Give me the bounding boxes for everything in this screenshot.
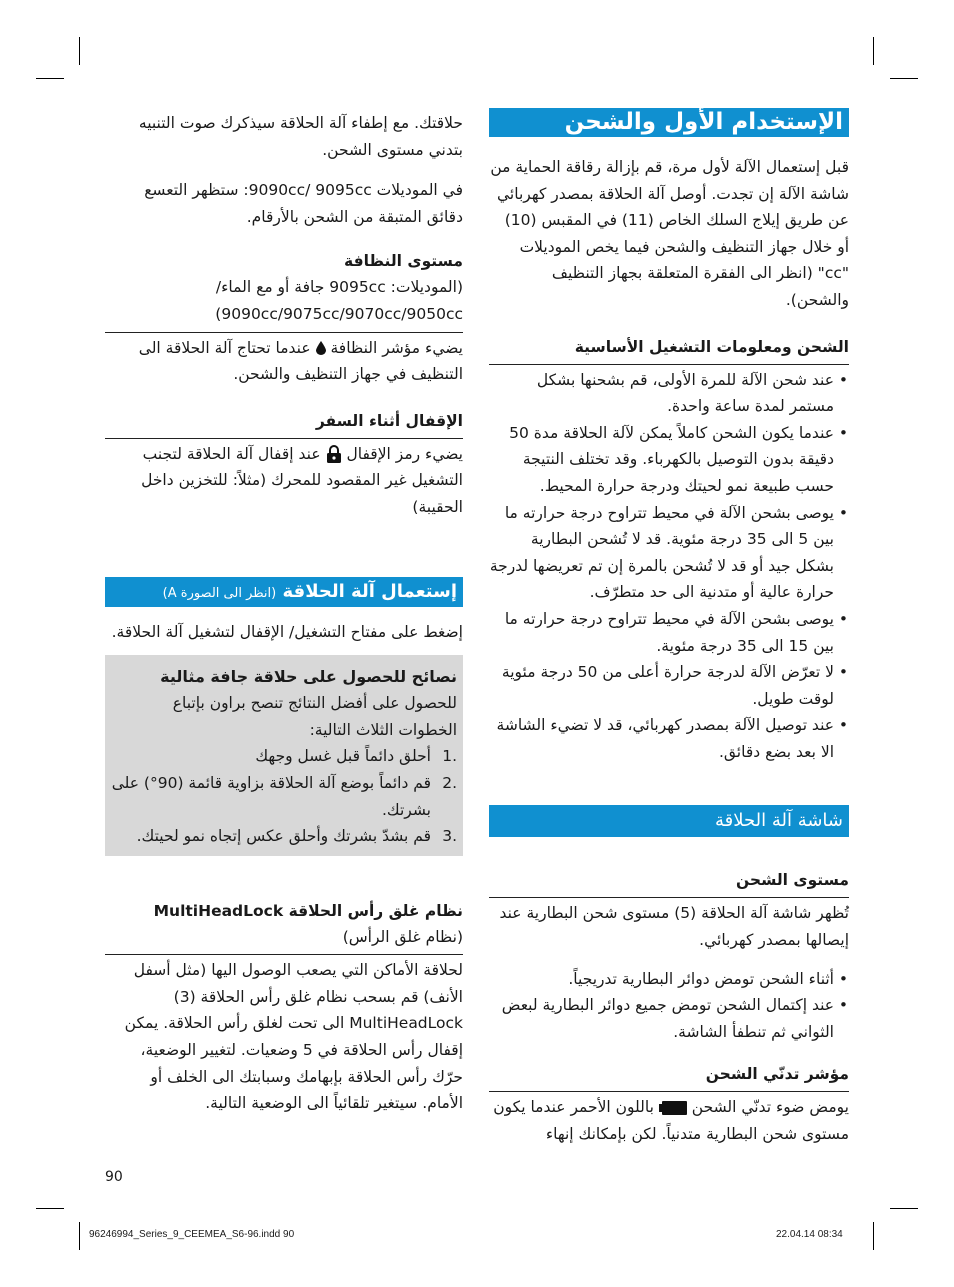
divider [489, 1091, 849, 1092]
using-shaver-title-note: (انظر الى الصورة A) [162, 585, 277, 601]
using-shaver-title: إستعمال آلة الحلاقة [282, 580, 457, 602]
charge-level-subheading: مستوى الشحن [735, 871, 849, 890]
water-drop-icon [316, 341, 326, 355]
step-text: أحلق دائماً قبل غسل وجهك [255, 747, 431, 766]
section-title-using-shaver [105, 577, 463, 607]
divider [105, 332, 463, 333]
divider [489, 897, 849, 898]
head-lock-subheading-note: (نظام غلق الرأس) [342, 927, 463, 946]
low-charge-text-b: باللون الأحمر عندما يكون مستوى شحن البطارية متدنياً. لكن بإمكانك إنهاء [493, 1098, 849, 1144]
step-number: 2. [442, 773, 457, 792]
travel-lock-subheading: الإقفال أثناء السفر [315, 411, 463, 430]
divider [105, 954, 463, 955]
footer-date: 22.04.14 08:34 [776, 1229, 843, 1240]
charging-bullets [489, 367, 849, 766]
low-charge-continued: حلاقتك. مع إطفاء آلة الحلاقة سيذكرك صوت التنبيه بتدني مستوى الشحن. [138, 114, 463, 159]
divider [489, 364, 849, 365]
first-use-intro: قبل إستعمال الآلة لأول مرة، قم بإزالة رقاقة الحماية من شاشة الآلة إن تجدت. أوصل آلة الحلاقة بمصدر كهربائي عن طريق إيلاج السلك الخاص (11) في المقبس (10) أو خلال جهاز التنظيف والشحن فيما يخص الموديلات "cc" (انظر الى الفقرة المتعلقة بجهاز التنظيف والشحن). [490, 158, 849, 309]
crop-mark [890, 78, 918, 79]
cleaning-text [105, 335, 463, 388]
list-item: • عندما يكون الشحن كاملاً يمكن لآلة الحلاقة مدة 50 دقيقة بدون التوصيل بالكهرباء. وقد تختلف النتيجة حسب طبيعة نمو لحيتك ودرجة حرارة المحيط. [489, 420, 849, 500]
step-text: قم دائماً بوضع آلة الحلاقة بزاوية قائمة (90°) على بشرتك. [111, 773, 431, 819]
head-lock-subheading-en: MultiHeadLock [153, 901, 284, 920]
tips-box [105, 655, 463, 856]
step-number: 1. [442, 747, 457, 766]
cleaning-text-a: يضيء مؤشر النظافة [330, 338, 463, 357]
charge-level-text: تُظهر شاشة آلة الحلاقة (5) مستوى شحن البطارية عند إيصالها بمصدر كهربائي. [499, 904, 849, 950]
tip-step [111, 743, 457, 770]
charging-info-subheading: الشحن ومعلومات التشغيل الأساسية [574, 337, 849, 356]
cleaning-models-line2: 9090cc/9075cc/9070cc/9050cc) [215, 304, 463, 323]
list-item: • يوصى بشحن الآلة في محيط تتراوح درجة حرارته ما بين 15 الى 35 درجة مئوية. [489, 606, 849, 659]
list-item: • عند توصيل الآلة بمصدر كهربائي، قد لا تضيء الشاشة الا بعد بضع دقائق. [489, 712, 849, 765]
footer-file-name: 96246994_Series_9_CEEMEA_S6-96.indd 90 [89, 1229, 295, 1240]
using-shaver-text: إضغط على مفتاح التشغيل/ الإقفال لتشغيل آلة الحلاقة. [111, 622, 463, 641]
battery-icon [659, 1101, 687, 1115]
crop-mark [36, 78, 64, 79]
section-title-first-use: الإستخدام الأول والشحن [489, 108, 849, 137]
low-charge-subheading: مؤشر تدنّي الشحن [705, 1065, 849, 1084]
low-charge-text [489, 1094, 849, 1147]
list-item: • أثناء الشحن تومض دوائر البطارية تدريجياً. [489, 966, 849, 993]
step-number: 3. [442, 827, 457, 846]
section-title-display: شاشة آلة الحلاقة [489, 805, 849, 837]
low-charge-text-a: يومض ضوء تدنّي الشحن [691, 1098, 849, 1117]
cleaning-models-line1: (الموديلات: 9095cc جافة أو مع الماء/ [215, 278, 463, 297]
tip-step [111, 770, 457, 823]
minutes-display-text: في الموديلات 9090cc/ 9095cc: ستظهر التعسع دقائق المتبقة من الشحن بالأرقام. [144, 181, 463, 226]
tips-intro: للحصول على أفضل النتائج تنصح براون بإتباع الخطوات الثلاث التالية: [172, 694, 457, 739]
crop-mark [873, 37, 874, 65]
list-item: • يوصى بشحن الآلة في محيط تتراوح درجة حرارته ما بين 5 الى 35 درجة مئوية. قد لا تُشحن البطارية بشكل جيد أو قد لا تُشحن بالمرة إن تم تعريضها لدرجة حرارة عالية أو متدنية الى حد متطرّف. [489, 500, 849, 606]
step-text: قم بشدّ بشرتك وأحلق عكس إتجاه نمو لحيتك. [136, 827, 431, 846]
head-lock-subheading [105, 898, 463, 924]
list-item: • عند إكتمال الشحن تومض جميع دوائر البطارية لبعض الثواني ثم تنطفأ الشاشة. [489, 992, 849, 1045]
list-item: • عند شحن الآلة للمرة الأولى، قم بشحنها بشكل مستمر لمدة ساعة واحدة. [489, 367, 849, 420]
tips-title: نصائح للحصول على حلاقة جافة مثالية [160, 667, 457, 687]
tip-step [111, 823, 457, 850]
left-column [105, 110, 463, 1117]
crop-mark [79, 37, 80, 65]
crop-mark [79, 1222, 80, 1250]
travel-lock-text-b: عند إقفال آلة الحلاقة لتجنب التشغيل غير المقصود للمحرك (مثلاً: للتخزين داخل الحقيبة) [141, 444, 463, 516]
crop-mark [873, 1222, 874, 1250]
crop-mark [890, 1208, 918, 1209]
right-column [489, 108, 849, 1148]
page-number: 90 [105, 1169, 123, 1185]
crop-mark [36, 1208, 64, 1209]
cleaning-level-subheading: مستوى النظافة [344, 252, 463, 271]
charge-level-bullets [489, 966, 849, 1046]
tips-steps [111, 743, 457, 849]
list-item: • لا تعرّض الآلة لدرجة حرارة أعلى من 50 درجة مئوية لوقت طويل. [489, 659, 849, 712]
divider [105, 438, 463, 439]
head-lock-text: لحلاقة الأماكن التي يصعب الوصول اليها (مثل أسفل الأنف) قم بسحب نظام غلق رأس الحلاقة (3) MultiHeadLock الى تحت لغلق رأس الحلاقة. يمكن إقفال رأس الحلاقة في 5 وضعيات. لتغيير الوضعية، حرّك رأس الحلاقة بإبهامك وسبابتك الى الخلف أو الأمام. سيتغير تلقائياً الى الوضعية التالية. [124, 961, 463, 1113]
head-lock-subheading-ar: نظام غلق رأس الحلاقة [288, 901, 463, 920]
padlock-icon [326, 445, 342, 463]
cleaning-text-b: عندما تحتاج آلة الحلاقة الى التنظيف في جهاز التنظيف والشحن. [138, 338, 463, 384]
travel-lock-text [105, 441, 463, 521]
travel-lock-text-a: يضيء رمز الإقفال [346, 444, 463, 463]
